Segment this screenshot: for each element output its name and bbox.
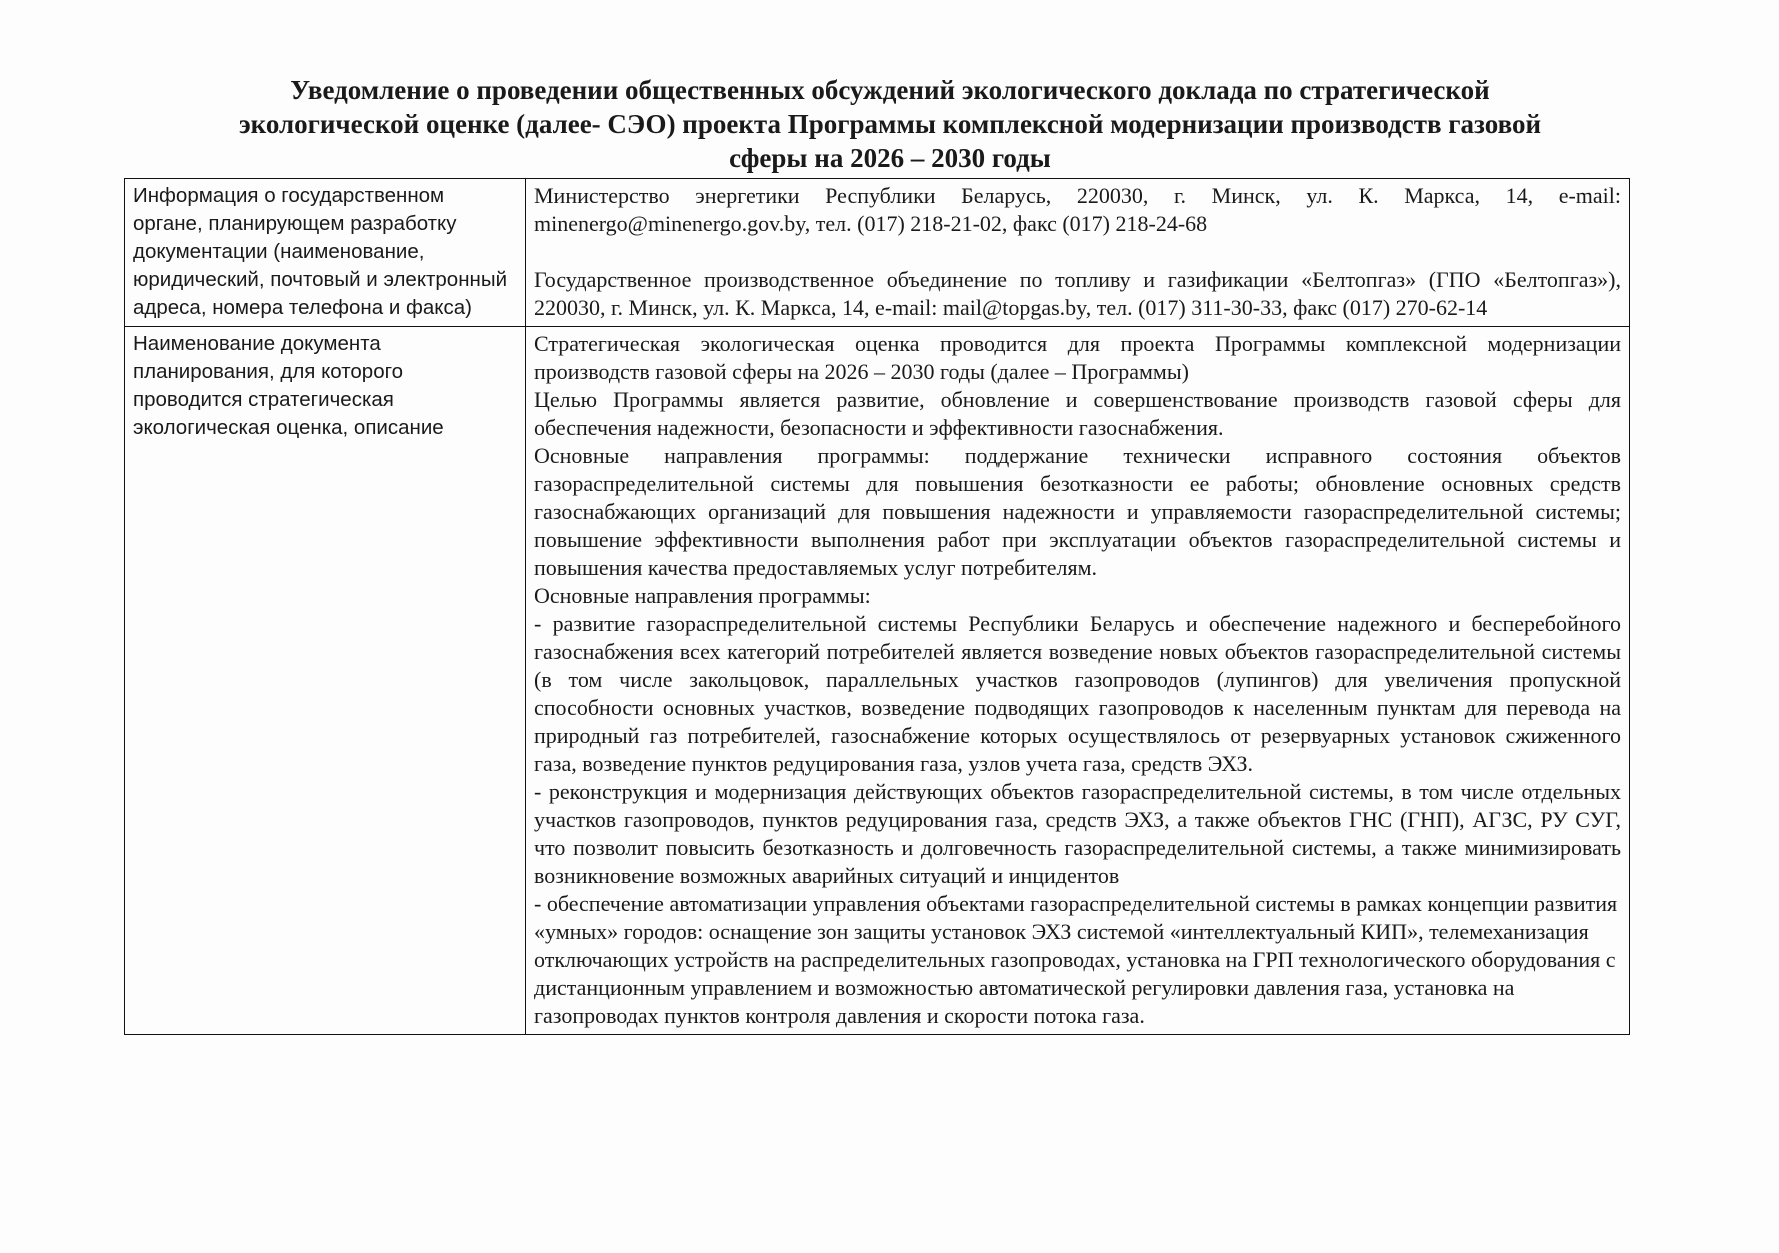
title-line: экологической оценке (далее- СЭО) проекта Программы комплексной модернизации производств газовой (238, 109, 1542, 139)
row-label-authority: Информация о государственном органе, планирующем разработку документации (наименование, юридический, почтовый и электронный адреса, номера телефона и факса) (125, 179, 526, 327)
row-content-authority (526, 179, 1630, 327)
content-paragraph: Целью Программы является развитие, обновление и совершенствование производств газовой сферы для обеспечения надежности, безопасности и эффективности газоснабжения. (534, 387, 1621, 440)
title-line: сферы на 2026 – 2030 годы (729, 143, 1051, 173)
document-title (100, 73, 1680, 175)
beltopgas-contact: Государственное производственное объединение по топливу и газификации «Белтопгаз» (ГПО «Белтопгаз»), 220030, г. Минск, ул. К. Маркса, 14, e-mail: mail@topgas.by, тел. (017) 311-30-33, факс (017) 270-62-14 (534, 267, 1621, 320)
row-label-document: Наименование документа планирования, для которого проводится стратегическая экологическая оценка, описание (125, 327, 526, 1035)
content-paragraph: - обеспечение автоматизации управления объектами газораспределительной системы в рамках концепции развития «умных» городов: оснащение зон защиты установок ЭХЗ системой «интеллектуальный КИП», телемеханизация отключающих устройств на распределительных газопроводах, установка на ГРП технологического оборудования с дистанционным управлением и возможностью автоматической регулировки давления газа, установка на газопроводах пунктов контроля давления и скорости потока газа. (534, 891, 1618, 1028)
row-content-document (526, 327, 1630, 1035)
title-line: Уведомление о проведении общественных обсуждений экологического доклада по стратегической (290, 75, 1490, 105)
content-paragraph: Основные направления программы: (534, 583, 871, 608)
content-paragraph: Стратегическая экологическая оценка проводится для проекта Программы комплексной модернизации производств газовой сферы на 2026 – 2030 годы (далее – Программы) (534, 331, 1621, 384)
notice-table (124, 178, 1630, 1035)
content-paragraph: - реконструкция и модернизация действующих объектов газораспределительной системы, в том числе отдельных участков газопроводов, пунктов редуцирования газа, средств ЭХЗ, а также объектов ГНС (ГНП), АГЗС, РУ СУГ, что позволит повысить безотказность и долговечность газораспределительной системы, а также минимизировать возникновение возможных аварийных ситуаций и инцидентов (534, 779, 1621, 888)
content-paragraph: - развитие газораспределительной системы Республики Беларусь и обеспечение надежного и бесперебойного газоснабжения всех категорий потребителей является возведение новых объектов газораспределительной системы (в том числе закольцовок, параллельных участков газопроводов (лупингов) для увеличения пропускной способности основных участков, возведение подводящих газопроводов к населенным пунктам для перевода на природный газ потребителей, газоснабжение которых осуществлялось от резервуарных установок сжиженного газа, возведение пунктов редуцирования газа, узлов учета газа, средств ЭХЗ. (534, 611, 1621, 776)
content-paragraph: Основные направления программы: поддержание технически исправного состояния объектов газораспределительной системы для повышения безотказности ее работы; обновление основных средств газоснабжающих организаций для повышения надежности и управляемости газораспределительной системы; повышение эффективности выполнения работ при эксплуатации объектов газораспределительной системы и повышения качества предоставляемых услуг потребителям. (534, 443, 1621, 580)
ministry-contact: Министерство энергетики Республики Беларусь, 220030, г. Минск, ул. К. Маркса, 14, e-mail: minenergo@minenergo.gov.by, тел. (017) 218-21-02, факс (017) 218-24-68 (534, 183, 1621, 236)
table-row (125, 327, 1630, 1035)
table-row (125, 179, 1630, 327)
